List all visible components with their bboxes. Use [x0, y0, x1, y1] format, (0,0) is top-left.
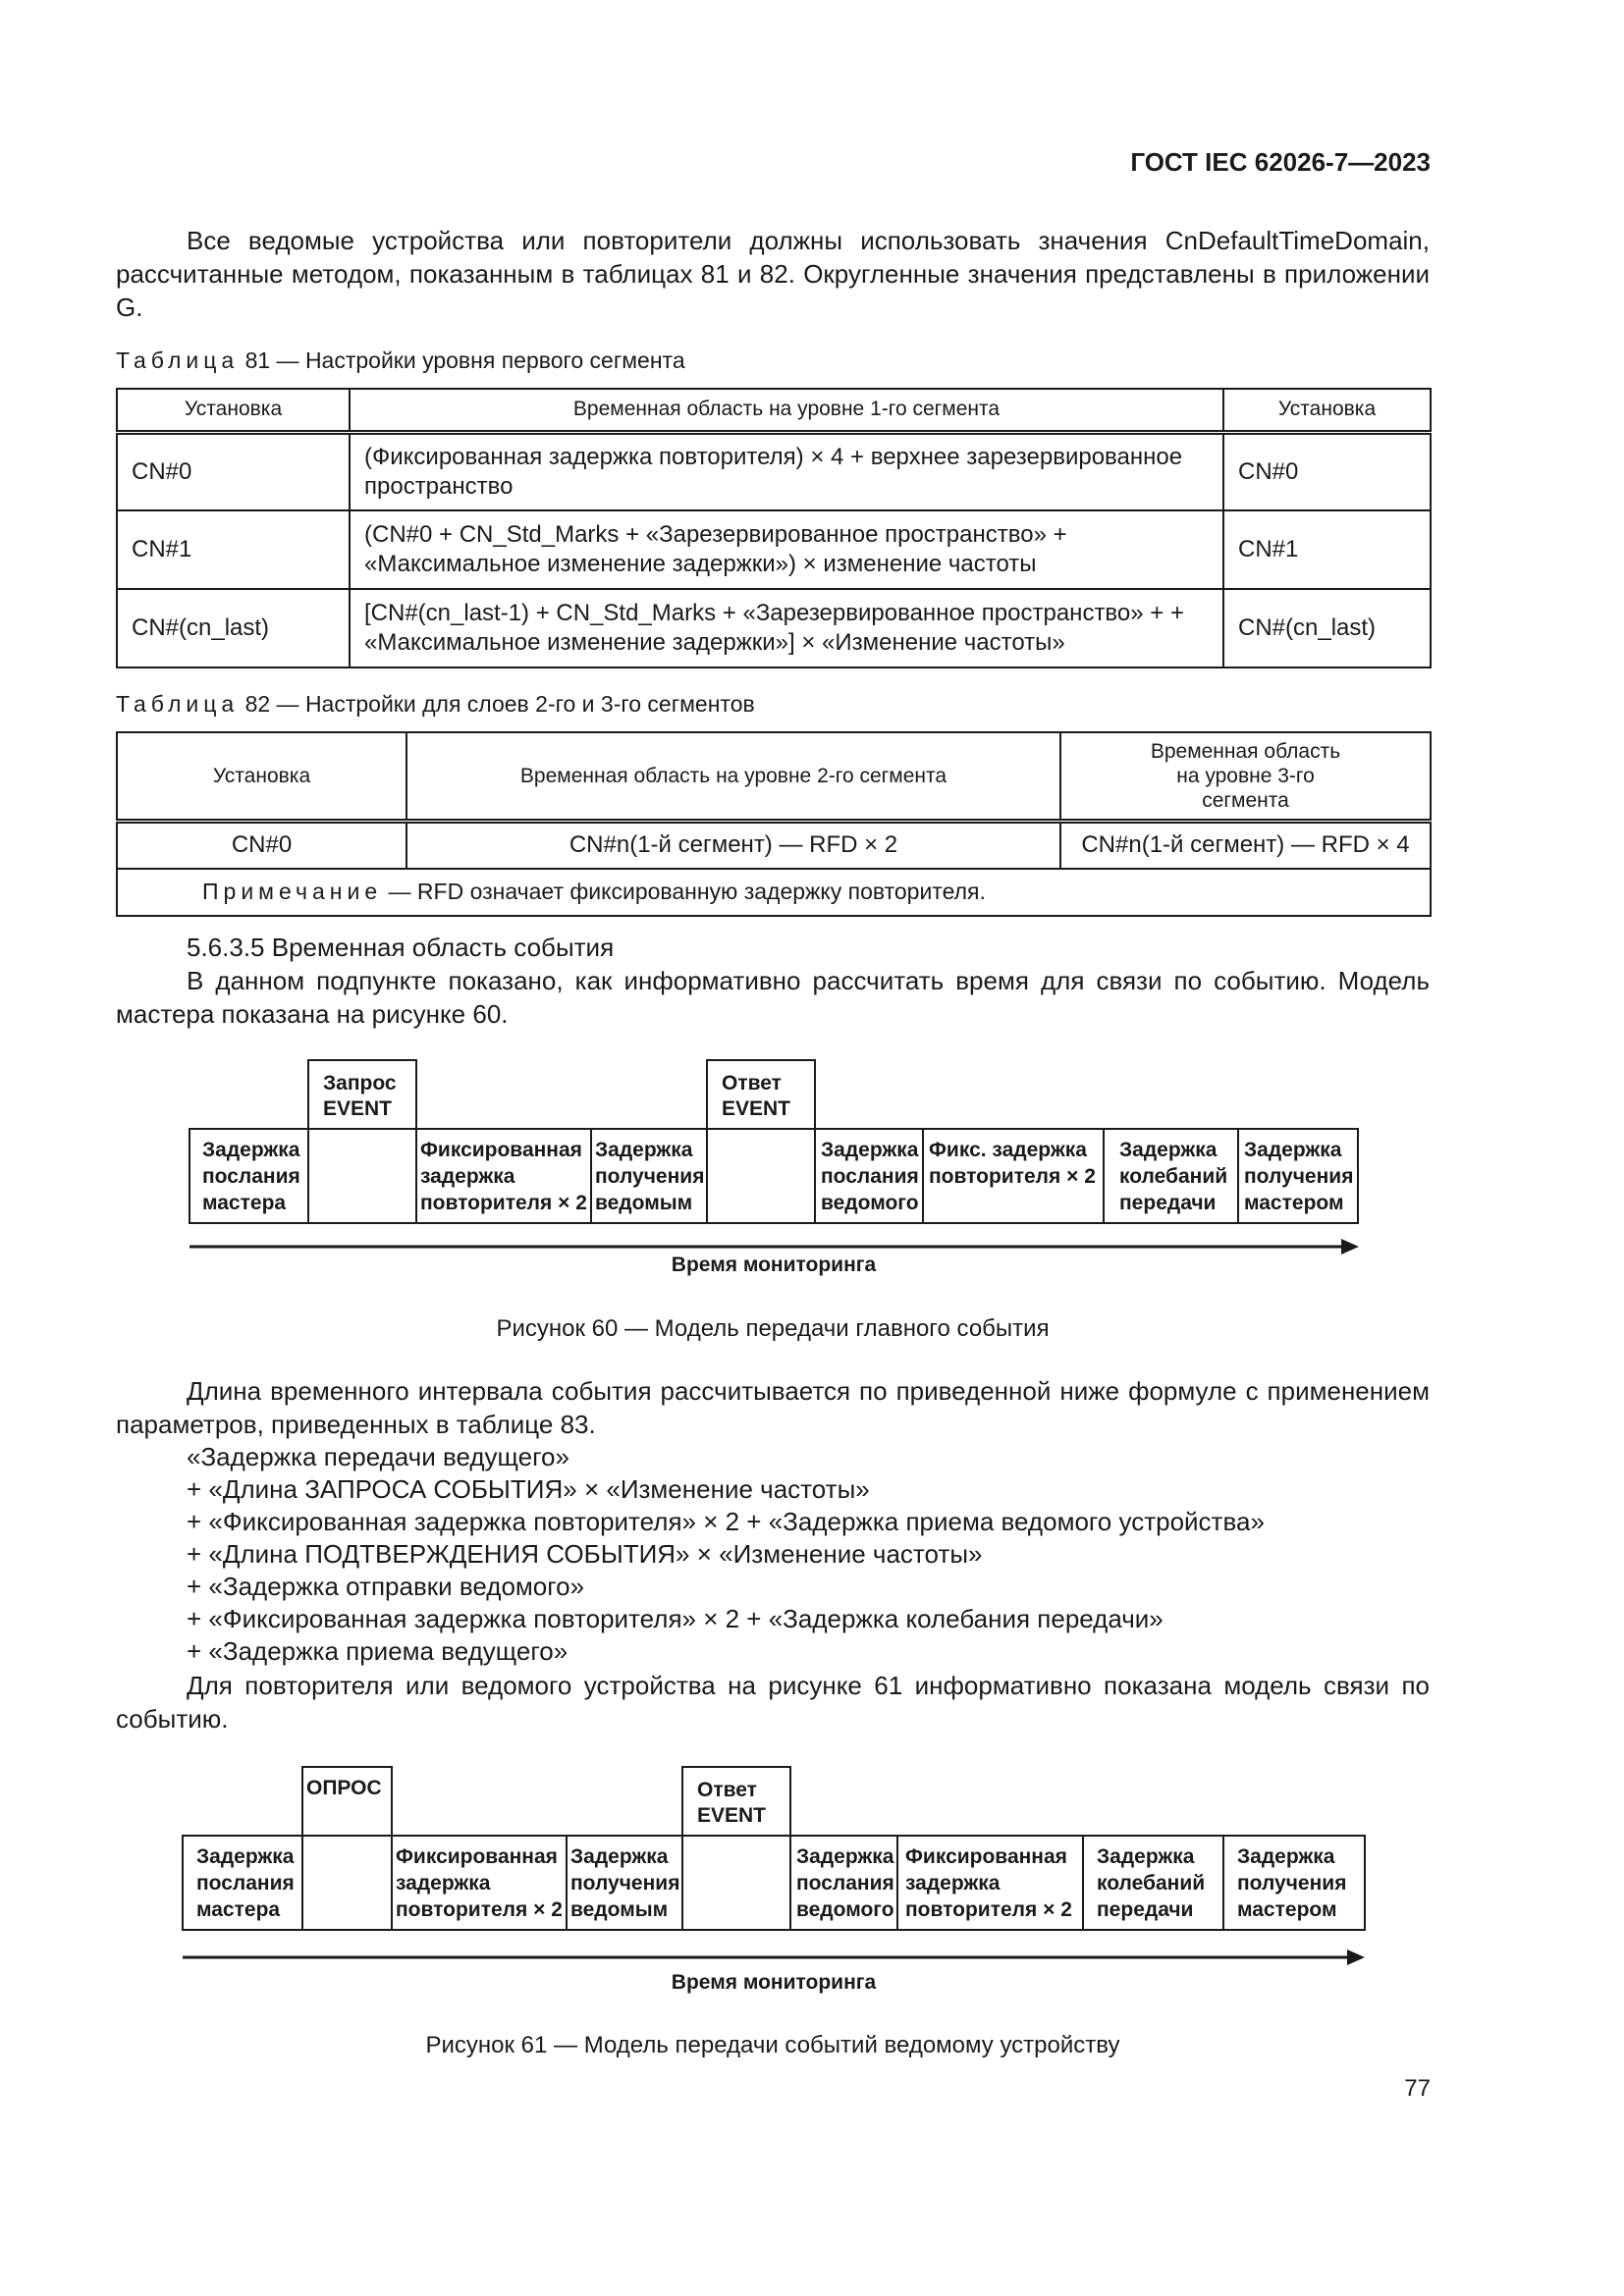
fig61-label-repeater-2: задержка	[396, 1872, 491, 1895]
table81-header-3: Установка	[1223, 389, 1431, 432]
svg-text:Задержкаколебанийпередачи	[1097, 1845, 1205, 1921]
fig60-label-master-recv-2: получения	[1244, 1165, 1354, 1188]
fig61-label-master-send-3: мастера	[196, 1898, 281, 1921]
fig60-label-slave-recv-2: получения	[595, 1165, 705, 1188]
fig60-label-master-send-2: послания	[202, 1165, 300, 1188]
table81-cell: CN#(cn_last)	[117, 589, 350, 667]
fig60-label-master-send-3: мастера	[202, 1192, 287, 1214]
fig60-label-slave-send-2: послания	[821, 1165, 919, 1188]
formula-line: «Задержка передачи ведущего»	[187, 1442, 569, 1471]
fig60-label-master-send-1: Задержка	[202, 1139, 300, 1161]
section-title: 5.6.3.5 Временная область события	[187, 933, 615, 962]
svg-text:Задержкаполученияведомым	[595, 1139, 704, 1214]
fig61-label-master-recv-3: мастером	[1237, 1898, 1337, 1921]
formula-outro: Для повторителя или ведомого устройства на рисунке 61 информативно показана модель связи по событию.	[116, 1671, 1430, 1734]
formula-line: + «Задержка приема ведущего»	[187, 1636, 568, 1666]
fig61-label-master-send-1: Задержка	[196, 1845, 295, 1868]
fig61-label-slave-send-3: ведомого	[796, 1898, 894, 1921]
formula-line: + «Задержка отправки ведомого»	[187, 1572, 585, 1601]
table82	[116, 731, 1432, 917]
fig61-label-fixed-3: повторителя × 2	[905, 1898, 1072, 1921]
fig60-label-response-1: Ответ	[722, 1072, 782, 1095]
fig61-label-fixed-2: задержка	[905, 1872, 1001, 1895]
fig61-label-slave-recv-1: Задержка	[570, 1845, 669, 1868]
fig60-label-request-2: EVENT	[323, 1097, 393, 1120]
fig60-axis-label: Время мониторинга	[671, 1254, 877, 1276]
section-paragraph: В данном подпункте показано, как информативно рассчитать время для связи по событию. Модель мастера показана на рисунке 60.	[116, 966, 1430, 1029]
table81-title: 81 — Настройки уровня первого сегмента	[244, 347, 685, 373]
formula-line: + «Фиксированная задержка повторителя» × 2 + «Задержка приема ведомого устройства»	[187, 1507, 1265, 1536]
table82-cell: CN#0	[117, 822, 406, 869]
svg-text:Задержкаполучениямастером	[1237, 1845, 1346, 1921]
table81-cell: CN#0	[1223, 432, 1431, 510]
table-row	[117, 589, 1431, 667]
formula-intro: Длина временного интервала события рассчитывается по приведенной ниже формуле с применением параметров, приведенных в таблице 83.	[116, 1376, 1430, 1439]
fig61-box-empty-1	[302, 1836, 392, 1930]
formula-line: + «Длина ПОДТВЕРЖДЕНИЯ СОБЫТИЯ» × «Изменение частоты»	[187, 1539, 983, 1569]
fig60-label-repeater-2: задержка	[420, 1165, 515, 1188]
table-row	[117, 432, 1431, 510]
fig60-label-repeater-3: повторителя × 2	[420, 1192, 587, 1214]
fig60-label-request-1: Запрос	[323, 1072, 397, 1095]
table82-title: 82 — Настройки для слоев 2-го и 3-го сегментов	[244, 691, 755, 717]
fig61-label-slave-send-1: Задержка	[796, 1845, 894, 1868]
table-row	[117, 510, 1431, 589]
fig60-label-jitter-2: колебаний	[1119, 1165, 1228, 1188]
fig61-label-slave-recv-2: получения	[570, 1872, 680, 1895]
fig60-label-slave-send-3: ведомого	[821, 1192, 919, 1214]
table82-label: Таблица	[116, 691, 240, 717]
fig60-label-fixed-2: повторителя × 2	[929, 1165, 1096, 1188]
document-header: ГОСТ IEC 62026-7—2023	[1130, 147, 1431, 177]
fig60-label-jitter-3: передачи	[1119, 1192, 1217, 1214]
fig60-box-empty-1	[308, 1129, 416, 1223]
fig60-label-slave-send-1: Задержка	[821, 1139, 919, 1161]
table81-cell: (CN#0 + CN_Std_Marks + «Зарезервированное пространство» + «Максимальное изменение задержки») × изменение частоты	[350, 510, 1223, 589]
fig61-label-slave-recv-3: ведомым	[570, 1898, 669, 1921]
table81	[116, 388, 1432, 668]
figure61-diagram	[0, 1757, 1624, 2012]
svg-text:Задержкаколебанийпередачи	[1119, 1139, 1227, 1214]
svg-text:Фиксированнаязадержкаповторите	[420, 1139, 587, 1214]
table81-cell: CN#1	[117, 510, 350, 589]
svg-text:Фиксированнаязадержкаповторите	[396, 1845, 563, 1921]
table82-header-2: Временная область на уровне 2-го сегмента	[406, 732, 1060, 822]
fig61-label-jitter-2: колебаний	[1097, 1872, 1206, 1895]
fig60-arrow-head	[1341, 1239, 1359, 1255]
table-note-row	[117, 869, 1431, 916]
table82-caption	[116, 691, 755, 718]
fig61-label-master-recv-2: получения	[1237, 1872, 1347, 1895]
fig60-label-slave-recv-3: ведомым	[595, 1192, 693, 1214]
fig61-label-response-2: EVENT	[697, 1804, 767, 1827]
fig60-box-empty-2	[707, 1129, 815, 1223]
formula-line: + «Длина ЗАПРОСА СОБЫТИЯ» × «Изменение частоты»	[187, 1474, 870, 1504]
table81-label: Таблица	[116, 347, 240, 373]
fig61-label-fixed-1: Фиксированная	[905, 1845, 1067, 1868]
svg-text:Задержкапосланиямастера	[196, 1845, 295, 1921]
page-number: 77	[1404, 2075, 1431, 2102]
table82-note-label: Примечание	[202, 879, 383, 904]
fig61-label-jitter-1: Задержка	[1097, 1845, 1195, 1868]
fig60-label-repeater-1: Фиксированная	[420, 1139, 582, 1161]
fig60-label-fixed-1: Фикс. задержка	[929, 1139, 1087, 1161]
table82-header-1: Установка	[117, 732, 406, 822]
table81-cell: [CN#(cn_last-1) + CN_Std_Marks + «Зарезервированное пространство» + + «Максимальное изменение задержки»] × «Изменение частоты»	[350, 589, 1223, 667]
table81-cell: CN#1	[1223, 510, 1431, 589]
table82-cell: CN#n(1-й сегмент) — RFD × 2	[406, 822, 1060, 869]
fig61-axis-label: Время мониторинга	[671, 1971, 877, 1994]
fig61-label-master-recv-1: Задержка	[1237, 1845, 1335, 1868]
fig61-label-repeater-3: повторителя × 2	[396, 1898, 563, 1921]
table81-cell: (Фиксированная задержка повторителя) × 4 + верхнее зарезервированное пространство	[350, 432, 1223, 510]
table-row	[117, 822, 1431, 869]
fig60-label-response-2: EVENT	[722, 1097, 791, 1120]
formula-lines	[187, 1441, 1265, 1668]
figure60-diagram	[0, 1050, 1624, 1306]
table81-header-1: Установка	[117, 389, 350, 432]
fig60-label-master-recv-3: мастером	[1244, 1192, 1344, 1214]
svg-text:ОтветEVENT	[697, 1779, 766, 1827]
fig61-box-empty-2	[682, 1836, 790, 1930]
fig60-label-jitter-1: Задержка	[1119, 1139, 1218, 1161]
table82-header-3: Временная область на уровне 3-го сегмента	[1060, 732, 1431, 822]
fig61-label-jitter-3: передачи	[1097, 1898, 1194, 1921]
fig61-label-poll: ОПРОС	[306, 1777, 382, 1799]
fig61-label-master-send-2: послания	[196, 1872, 295, 1895]
formula-line: + «Фиксированная задержка повторителя» × 2 + «Задержка колебания передачи»	[187, 1604, 1164, 1633]
table81-cell: CN#0	[117, 432, 350, 510]
fig61-arrow-head	[1347, 1949, 1365, 1965]
fig61-label-slave-send-2: послания	[796, 1872, 894, 1895]
svg-text:ОтветEVENT	[722, 1072, 790, 1120]
svg-text:Задержкаполученияведомым	[570, 1845, 679, 1921]
intro-paragraph: Все ведомые устройства или повторители должны использовать значения CnDefaultTimeDomain, рассчитанные методом, показанным в таблицах 81 и 82. Округленные значения представлены в приложении G.	[116, 226, 1430, 322]
table82-note	[117, 869, 1431, 916]
svg-text:Фикс. задержкаповторителя × 2	[929, 1139, 1096, 1188]
table81-header-2: Временная область на уровне 1-го сегмента	[350, 389, 1223, 432]
table82-cell: CN#n(1-й сегмент) — RFD × 4	[1060, 822, 1431, 869]
svg-text:Задержкапосланияведомого	[796, 1845, 894, 1921]
table82-note-text: — RFD означает фиксированную задержку повторителя.	[388, 879, 986, 904]
svg-text:Задержкапосланиямастера	[202, 1139, 300, 1214]
svg-text:Задержкаполучениямастером	[1244, 1139, 1353, 1214]
fig61-label-repeater-1: Фиксированная	[396, 1845, 558, 1868]
table81-caption	[116, 347, 685, 374]
svg-text:Фиксированнаязадержкаповторите	[905, 1845, 1072, 1921]
table81-cell: CN#(cn_last)	[1223, 589, 1431, 667]
figure60-caption: Рисунок 60 — Модель передачи главного события	[496, 1315, 1050, 1342]
svg-text:Задержкапосланияведомого	[821, 1139, 919, 1214]
fig60-label-master-recv-1: Задержка	[1244, 1139, 1342, 1161]
fig61-label-response-1: Ответ	[697, 1779, 757, 1801]
fig60-label-slave-recv-1: Задержка	[595, 1139, 693, 1161]
figure61-caption: Рисунок 61 — Модель передачи событий ведомому устройству	[425, 2032, 1120, 2058]
svg-text:ЗапросEVENT	[323, 1072, 397, 1120]
